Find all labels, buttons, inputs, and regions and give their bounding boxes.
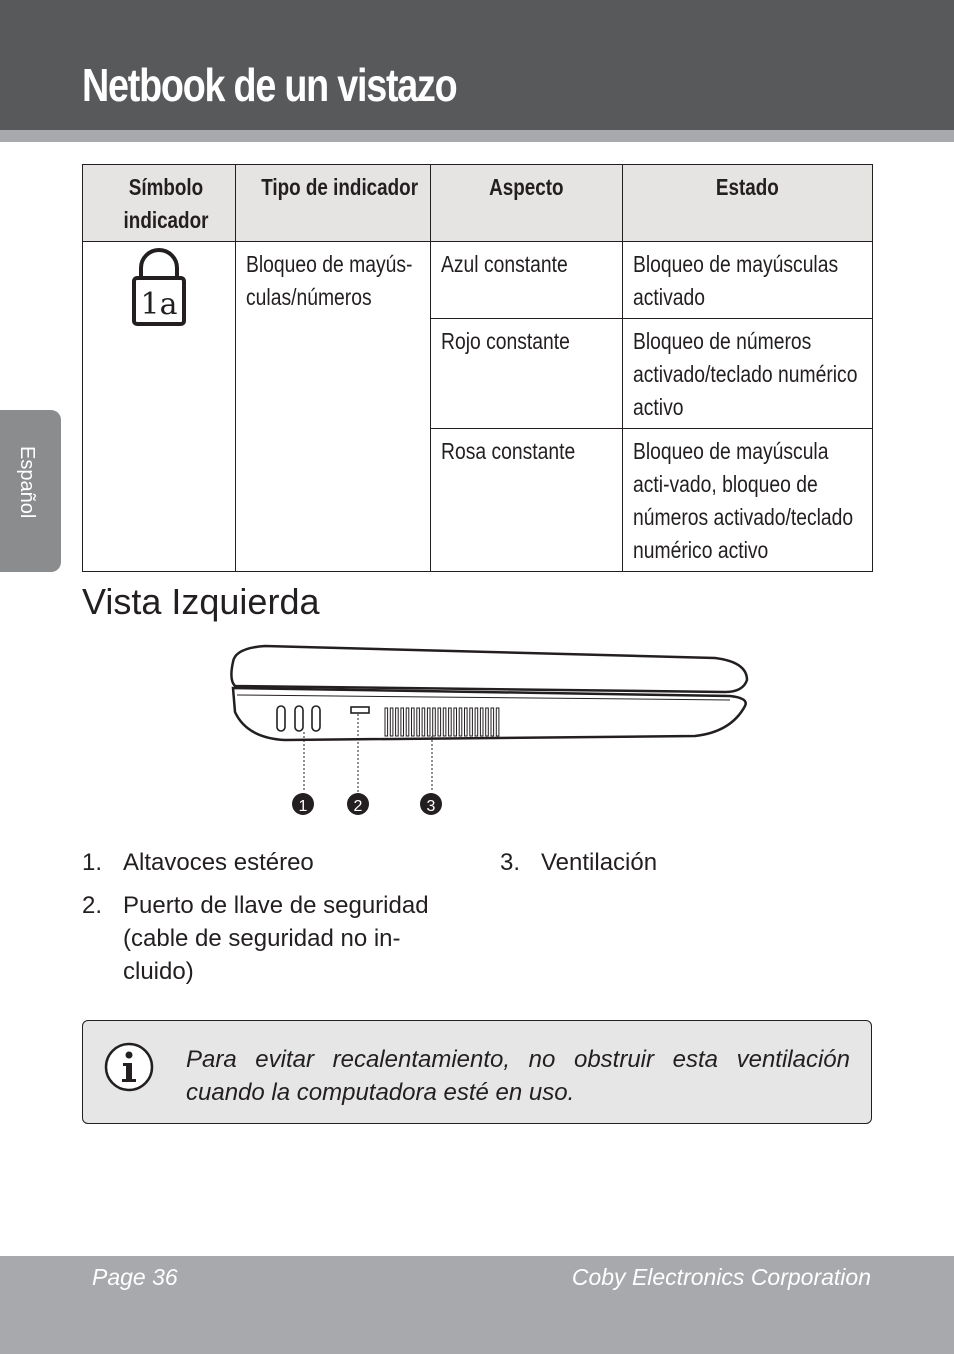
table-header-symbol: Símbolo indicador xyxy=(83,165,236,242)
state-cell: Bloqueo de mayúscula acti-vado, bloqueo de números activado/teclado numérico activo xyxy=(623,429,873,572)
table-header-row xyxy=(83,165,873,242)
table-header-appearance: Aspecto xyxy=(431,165,623,242)
callout-2 xyxy=(347,793,369,815)
list-item-number: 2. xyxy=(82,892,103,919)
list-item-number: 1. xyxy=(82,849,103,876)
symbol-cell xyxy=(83,242,236,572)
indicator-type-cell: Bloqueo de mayús-culas/números xyxy=(236,242,431,572)
header-stripe xyxy=(0,130,954,142)
appearance-cell: Rosa constante xyxy=(431,429,623,572)
list-item-label: Ventilación xyxy=(541,849,658,876)
list-item xyxy=(82,889,462,989)
svg-text:1: 1 xyxy=(298,798,308,815)
table-header-state: Estado xyxy=(623,165,873,242)
state-cell: Bloqueo de mayúsculas activado xyxy=(623,242,873,319)
indicator-table xyxy=(82,164,873,572)
table-row xyxy=(83,242,873,319)
note-box xyxy=(82,1020,872,1124)
lock-glyph: 1a xyxy=(140,287,178,322)
list-item-label: Altavoces estéreo xyxy=(123,849,314,876)
appearance-cell: Rojo constante xyxy=(431,319,623,429)
svg-text:2: 2 xyxy=(353,798,363,815)
list-item xyxy=(82,846,462,880)
caps-num-lock-icon xyxy=(131,248,187,328)
appearance-cell: Azul constante xyxy=(431,242,623,319)
section-title: Vista Izquierda xyxy=(82,581,320,622)
language-tab-label: Español xyxy=(16,446,38,519)
page-title: Netbook de un vistazo xyxy=(82,59,457,111)
list-item-number: 3. xyxy=(500,849,521,876)
callout-3 xyxy=(420,793,442,815)
page-number: Page 36 xyxy=(92,1264,178,1290)
list-item xyxy=(500,846,870,880)
netbook-left-side-diagram xyxy=(225,640,755,820)
svg-text:3: 3 xyxy=(426,798,436,815)
list-item-label: Puerto de llave de seguridad (cable de seguridad no in-cluido) xyxy=(123,892,429,985)
table-header-type: Tipo de indicador xyxy=(236,165,431,242)
state-cell: Bloqueo de números activado/teclado numérico activo xyxy=(623,319,873,429)
info-icon xyxy=(103,1041,155,1093)
company-name: Coby Electronics Corporation xyxy=(571,1264,871,1290)
note-text: Para evitar recalentamiento, no obstruir esta ventilación cuando la computadora esté en uso. xyxy=(186,1046,850,1106)
callout-1 xyxy=(292,793,314,815)
